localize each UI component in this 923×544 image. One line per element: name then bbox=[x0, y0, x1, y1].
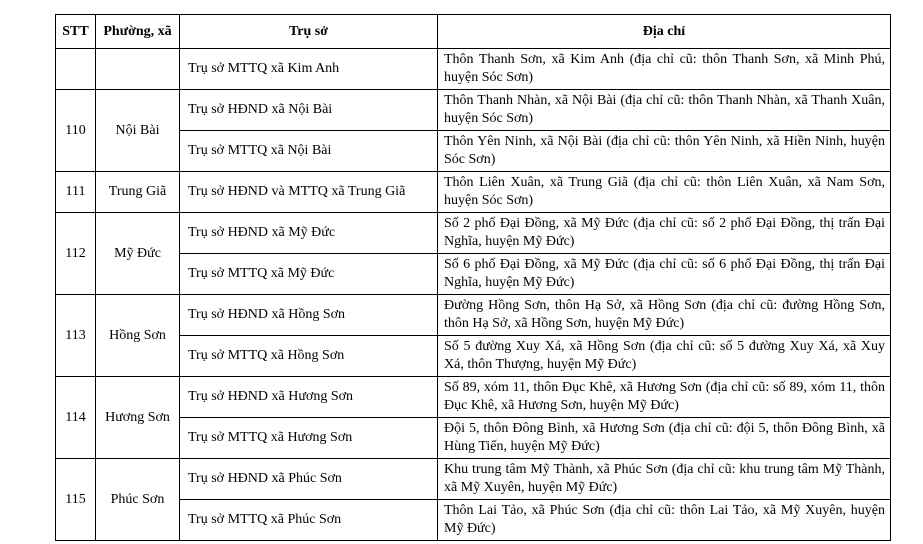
ward-cell: Nội Bài bbox=[96, 90, 180, 172]
header-office: Trụ sở bbox=[180, 15, 438, 49]
header-address: Địa chỉ bbox=[438, 15, 891, 49]
ward-cell: Hồng Sơn bbox=[96, 295, 180, 377]
address-cell: Thôn Thanh Sơn, xã Kim Anh (địa chỉ cũ: thôn Thanh Sơn, xã Minh Phú, huyện Sóc Sơn) bbox=[438, 49, 891, 90]
stt-cell: 113 bbox=[56, 295, 96, 377]
stt-cell: 111 bbox=[56, 172, 96, 213]
header-stt: STT bbox=[56, 15, 96, 49]
office-cell: Trụ sở MTTQ xã Nội Bài bbox=[180, 131, 438, 172]
stt-cell bbox=[56, 49, 96, 90]
office-cell: Trụ sở MTTQ xã Kim Anh bbox=[180, 49, 438, 90]
address-cell: Khu trung tâm Mỹ Thành, xã Phúc Sơn (địa chỉ cũ: khu trung tâm Mỹ Thành, xã Mỹ Xuyên, huyện Mỹ Đức) bbox=[438, 459, 891, 500]
address-cell: Đường Hồng Sơn, thôn Hạ Sở, xã Hồng Sơn (địa chỉ cũ: đường Hồng Sơn, thôn Hạ Sở, xã Hồng Sơn, huyện Mỹ Đức) bbox=[438, 295, 891, 336]
stt-cell: 110 bbox=[56, 90, 96, 172]
address-cell: Số 89, xóm 11, thôn Đục Khê, xã Hương Sơn (địa chỉ cũ: số 89, xóm 11, thôn Đục Khê, xã Hương Sơn, huyện Mỹ Đức) bbox=[438, 377, 891, 418]
table-row bbox=[56, 49, 891, 90]
address-cell: Đội 5, thôn Đông Bình, xã Hương Sơn (địa chỉ cũ: đội 5, thôn Đông Bình, xã Hùng Tiến, huyện Mỹ Đức) bbox=[438, 418, 891, 459]
table-row bbox=[56, 213, 891, 254]
header-ward: Phường, xã bbox=[96, 15, 180, 49]
ward-cell: Phúc Sơn bbox=[96, 459, 180, 541]
office-cell: Trụ sở MTTQ xã Phúc Sơn bbox=[180, 500, 438, 541]
office-cell: Trụ sở HĐND xã Hồng Sơn bbox=[180, 295, 438, 336]
address-cell: Thôn Thanh Nhàn, xã Nội Bài (địa chỉ cũ: thôn Thanh Nhàn, xã Thanh Xuân, huyện Sóc Sơn) bbox=[438, 90, 891, 131]
table-row bbox=[56, 500, 891, 541]
header-row bbox=[56, 15, 891, 49]
office-cell: Trụ sở HĐND xã Hương Sơn bbox=[180, 377, 438, 418]
table-row bbox=[56, 172, 891, 213]
address-cell: Số 6 phố Đại Đồng, xã Mỹ Đức (địa chỉ cũ: số 6 phố Đại Đồng, thị trấn Đại Nghĩa, huyện Mỹ Đức) bbox=[438, 254, 891, 295]
table-row bbox=[56, 254, 891, 295]
table-row bbox=[56, 418, 891, 459]
stt-cell: 115 bbox=[56, 459, 96, 541]
office-cell: Trụ sở HĐND xã Nội Bài bbox=[180, 90, 438, 131]
office-cell: Trụ sở MTTQ xã Hương Sơn bbox=[180, 418, 438, 459]
table-row bbox=[56, 131, 891, 172]
address-cell: Số 5 đường Xuy Xá, xã Hồng Sơn (địa chỉ cũ: số 5 đường Xuy Xá, xã Xuy Xá, thôn Thượng, huyện Mỹ Đức) bbox=[438, 336, 891, 377]
table-row bbox=[56, 377, 891, 418]
table-row bbox=[56, 336, 891, 377]
stt-cell: 114 bbox=[56, 377, 96, 459]
office-cell: Trụ sở HĐND và MTTQ xã Trung Giã bbox=[180, 172, 438, 213]
table-row bbox=[56, 459, 891, 500]
address-cell: Thôn Yên Ninh, xã Nội Bài (địa chỉ cũ: thôn Yên Ninh, xã Hiền Ninh, huyện Sóc Sơn) bbox=[438, 131, 891, 172]
address-cell: Thôn Lai Tảo, xã Phúc Sơn (địa chỉ cũ: thôn Lai Tảo, xã Mỹ Xuyên, huyện Mỹ Đức) bbox=[438, 500, 891, 541]
office-cell: Trụ sở MTTQ xã Mỹ Đức bbox=[180, 254, 438, 295]
stt-cell: 112 bbox=[56, 213, 96, 295]
office-cell: Trụ sở MTTQ xã Hồng Sơn bbox=[180, 336, 438, 377]
ward-cell: Trung Giã bbox=[96, 172, 180, 213]
table-row bbox=[56, 295, 891, 336]
office-cell: Trụ sở HĐND xã Mỹ Đức bbox=[180, 213, 438, 254]
ward-cell bbox=[96, 49, 180, 90]
address-cell: Thôn Liên Xuân, xã Trung Giã (địa chỉ cũ: thôn Liên Xuân, xã Nam Sơn, huyện Sóc Sơn) bbox=[438, 172, 891, 213]
table-row bbox=[56, 90, 891, 131]
address-cell: Số 2 phố Đại Đồng, xã Mỹ Đức (địa chỉ cũ: số 2 phố Đại Đồng, thị trấn Đại Nghĩa, huyện Mỹ Đức) bbox=[438, 213, 891, 254]
office-cell: Trụ sở HĐND xã Phúc Sơn bbox=[180, 459, 438, 500]
office-address-table bbox=[55, 14, 891, 541]
ward-cell: Mỹ Đức bbox=[96, 213, 180, 295]
ward-cell: Hương Sơn bbox=[96, 377, 180, 459]
